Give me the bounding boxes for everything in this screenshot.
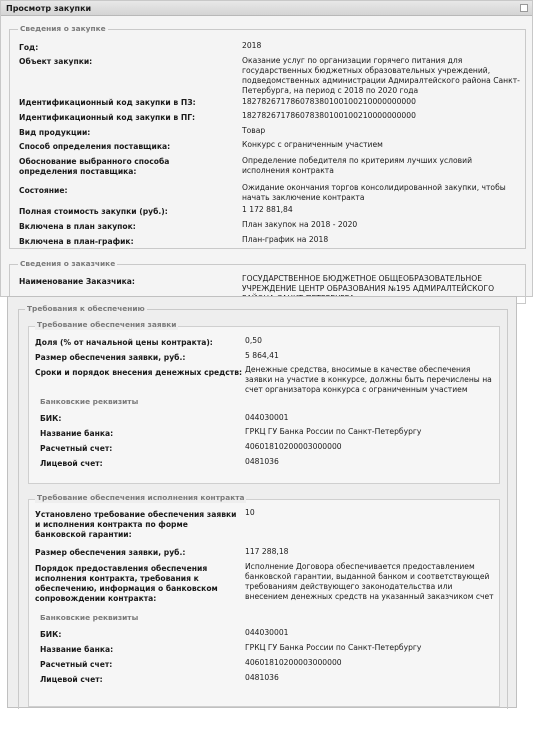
field-label: Размер обеспечения заявки, руб.:	[35, 353, 186, 362]
field-label: Включена в план закупок:	[19, 222, 136, 231]
field-value: 5 864,41	[245, 351, 279, 360]
field-label: Способ определения поставщика:	[19, 142, 171, 151]
field-label: Размер обеспечения заявки, руб.:	[35, 548, 186, 557]
bank-value: ГРКЦ ГУ Банка России по Санкт-Петербургу	[245, 643, 422, 652]
bank-value: 0481036	[245, 673, 279, 682]
collapse-panel-button[interactable]	[520, 4, 528, 12]
field-value: Исполнение Договора обеспечивается предоставлением банковской гарантии, выданной банком и соответствующей требованиям действующего законодательства или внесением денежных средств на указанный заказчиком счет	[245, 562, 494, 601]
bank-value: 044030001	[245, 413, 289, 422]
field-label: Идентификационный код закупки в ПЗ:	[19, 98, 196, 107]
field-value: Ожидание окончания торгов консолидированной закупки, чтобы начать заключение контракта	[242, 183, 506, 202]
field-label: Вид продукции:	[19, 128, 91, 137]
field-label: Включена в план-график:	[19, 237, 134, 246]
field-value: План-график на 2018	[242, 235, 329, 244]
field-value: 182782671786078380100100210000000000	[242, 97, 416, 106]
field-value: 117 288,18	[245, 547, 289, 556]
bank-label: БИК:	[40, 630, 62, 639]
panel-title: Просмотр закупки	[1, 1, 532, 16]
field-label: Полная стоимость закупки (руб.):	[19, 207, 168, 216]
customer-name-value: ГОСУДАРСТВЕННОЕ БЮДЖЕТНОЕ ОБЩЕОБРАЗОВАТЕЛЬНОЕ УЧРЕЖДЕНИЕ ЦЕНТР ОБРАЗОВАНИЯ №195 АДМИРАЛТЕЙСКОГО	[242, 274, 495, 293]
bank-label: Лицевой счет:	[40, 459, 103, 468]
field-value: Денежные средства, вносимые в качестве обеспечения заявки на участие в конкурсе, должны быть перечислены на счет организатора конкурса с ограниченным участием	[245, 365, 492, 394]
bank-details-legend: Банковские реквизиты	[40, 613, 139, 622]
application-security-legend: Требование обеспечения заявки	[37, 320, 177, 329]
customer-info-legend: Сведения о заказчике	[20, 259, 116, 268]
field-value: 10	[245, 508, 255, 517]
contract-security-legend: Требование обеспечения исполнения контракта	[37, 493, 245, 502]
field-label: Год:	[19, 43, 39, 52]
purchase-info-legend: Сведения о закупке	[20, 24, 106, 33]
bank-value: 0481036	[245, 457, 279, 466]
bank-label: Лицевой счет:	[40, 675, 103, 684]
field-label: Обоснование выбранного способа определения поставщика:	[19, 157, 170, 176]
field-value: 0,50	[245, 336, 262, 345]
field-value: Товар	[242, 126, 266, 135]
field-value: Оказание услуг по организации горячего питания для государственных бюджетных образовательных учреждений, подведомственных администрации Адмиралтейского района Санкт-Петербурга, на период с 2018 по 2020 года	[242, 56, 520, 95]
security-legend: Требования к обеспечению	[27, 304, 145, 313]
field-value: 2018	[242, 41, 262, 50]
bank-label: Название банка:	[40, 429, 114, 438]
bank-details-legend: Банковские реквизиты	[40, 397, 139, 406]
bank-value: 40601810200003000000	[245, 442, 342, 451]
field-label: Идентификационный код закупки в ПГ:	[19, 113, 196, 122]
purchase-view-panel	[0, 0, 533, 297]
bank-value: ГРКЦ ГУ Банка России по Санкт-Петербургу	[245, 427, 422, 436]
bank-label: Название банка:	[40, 645, 114, 654]
field-label: Сроки и порядок внесения денежных средств:	[35, 368, 243, 377]
field-value: 182782671786078380100100210000000000	[242, 111, 416, 120]
field-value: План закупок на 2018 - 2020	[242, 220, 358, 229]
field-value: Конкурс с ограниченным участием	[242, 140, 383, 149]
field-value: Определение победителя по критериям лучших условий исполнения контракта	[242, 156, 473, 175]
field-label: Состояние:	[19, 186, 68, 195]
bank-label: Расчетный счет:	[40, 444, 113, 453]
field-value: 1 172 881,84	[242, 205, 293, 214]
bank-label: Расчетный счет:	[40, 660, 113, 669]
field-label: Объект закупки:	[19, 57, 93, 66]
bank-value: 044030001	[245, 628, 289, 637]
security-requirements-panel	[7, 296, 517, 708]
field-label: Доля (% от начальной цены контракта):	[35, 338, 213, 347]
field-label: Установлено требование обеспечения заявки и исполнения контракта по форме банковской гарантии:	[35, 510, 237, 539]
customer-name-label: Наименование Заказчика:	[19, 277, 135, 286]
bank-label: БИК:	[40, 414, 62, 423]
field-label: Порядок предоставления обеспечения исполнения контракта, требования к обеспечению, информация о банковском сопровождении контракта:	[35, 564, 218, 603]
bank-value: 40601810200003000000	[245, 658, 342, 667]
